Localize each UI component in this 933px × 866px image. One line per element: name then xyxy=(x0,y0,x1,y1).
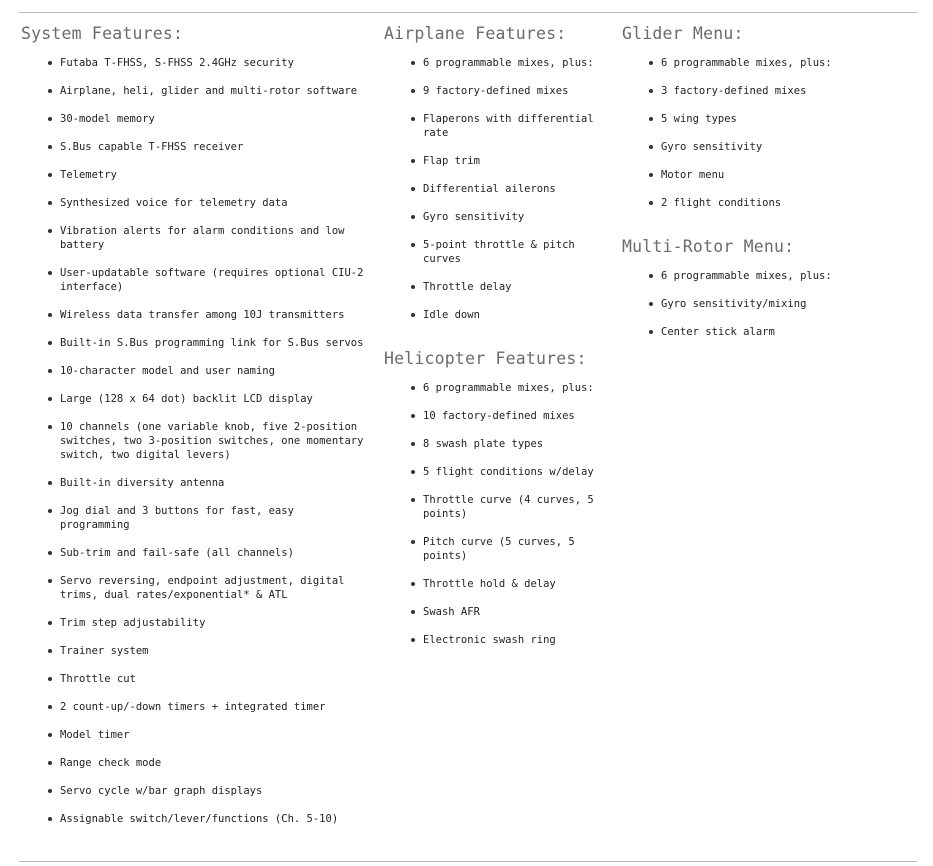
feature-list-item: 9 factory-defined mixes xyxy=(384,84,599,98)
feature-list-item: S.Bus capable T-FHSS receiver xyxy=(21,140,366,154)
feature-list-item: Gyro sensitivity xyxy=(384,210,599,224)
feature-list-item: 5 wing types xyxy=(622,112,832,126)
feature-list-item: Gyro sensitivity xyxy=(622,140,832,154)
feature-list-item: Model timer xyxy=(21,728,366,742)
feature-list-item: Throttle hold & delay xyxy=(384,577,599,591)
feature-list-item: Servo cycle w/bar graph displays xyxy=(21,784,366,798)
feature-list-item: Throttle cut xyxy=(21,672,366,686)
feature-list-item: 10-character model and user naming xyxy=(21,364,366,378)
multirotor-menu-heading: Multi-Rotor Menu: xyxy=(622,237,795,256)
feature-list-item: Wireless data transfer among 10J transmitters xyxy=(21,308,366,322)
feature-list-item: 8 swash plate types xyxy=(384,437,599,451)
feature-list-item: 6 programmable mixes, plus: xyxy=(384,381,599,395)
feature-list-item: 5 flight conditions w/delay xyxy=(384,465,599,479)
feature-list-item: 30-model memory xyxy=(21,112,366,126)
feature-list-item: Trim step adjustability xyxy=(21,616,366,630)
feature-list-item: Flap trim xyxy=(384,154,599,168)
feature-list-item: 5-point throttle & pitch curves xyxy=(384,238,599,266)
feature-list-item: Pitch curve (5 curves, 5 points) xyxy=(384,535,599,563)
feature-list-item: Synthesized voice for telemetry data xyxy=(21,196,366,210)
feature-list-item: Assignable switch/lever/functions (Ch. 5-10) xyxy=(21,812,366,826)
feature-list-item: Telemetry xyxy=(21,168,366,182)
system-features-heading: System Features: xyxy=(21,24,184,43)
feature-list-item: Vibration alerts for alarm conditions and low battery xyxy=(21,224,366,252)
helicopter-features-list xyxy=(384,381,599,661)
top-divider xyxy=(19,12,917,13)
feature-list-item: 10 channels (one variable knob, five 2-position switches, two 3-position switches, one momentary switch, two digital levers) xyxy=(21,420,366,462)
feature-list-item: Airplane, heli, glider and multi-rotor software xyxy=(21,84,366,98)
feature-list-item: Jog dial and 3 buttons for fast, easy programming xyxy=(21,504,366,532)
feature-list-item: Idle down xyxy=(384,308,599,322)
feature-list-item: 6 programmable mixes, plus: xyxy=(384,56,599,70)
feature-list-item: Differential ailerons xyxy=(384,182,599,196)
glider-menu-list xyxy=(622,56,832,224)
feature-list-item: 3 factory-defined mixes xyxy=(622,84,832,98)
feature-list-item: Swash AFR xyxy=(384,605,599,619)
airplane-features-list xyxy=(384,56,599,336)
feature-list-item: User-updatable software (requires optional CIU-2 interface) xyxy=(21,266,366,294)
feature-list-item: Futaba T-FHSS, S-FHSS 2.4GHz security xyxy=(21,56,366,70)
feature-list-item: Flaperons with differential rate xyxy=(384,112,599,140)
feature-list-item: Center stick alarm xyxy=(622,325,832,339)
feature-list-item: Throttle curve (4 curves, 5 points) xyxy=(384,493,599,521)
feature-list-item: Throttle delay xyxy=(384,280,599,294)
helicopter-features-heading: Helicopter Features: xyxy=(384,349,587,368)
feature-list-item: 6 programmable mixes, plus: xyxy=(622,56,832,70)
feature-list-item: 6 programmable mixes, plus: xyxy=(622,269,832,283)
feature-list-item: Built-in S.Bus programming link for S.Bus servos xyxy=(21,336,366,350)
feature-list-item: Motor menu xyxy=(622,168,832,182)
feature-list-item: Large (128 x 64 dot) backlit LCD display xyxy=(21,392,366,406)
glider-menu-heading: Glider Menu: xyxy=(622,24,744,43)
feature-list-item: Range check mode xyxy=(21,756,366,770)
feature-list-item: Electronic swash ring xyxy=(384,633,599,647)
bottom-divider xyxy=(19,861,917,862)
system-features-list xyxy=(21,56,366,840)
feature-list-item: 2 flight conditions xyxy=(622,196,832,210)
feature-list-item: Sub-trim and fail-safe (all channels) xyxy=(21,546,366,560)
feature-list-item: Trainer system xyxy=(21,644,366,658)
feature-list-item: 2 count-up/-down timers + integrated timer xyxy=(21,700,366,714)
feature-list-item: 10 factory-defined mixes xyxy=(384,409,599,423)
multirotor-menu-list xyxy=(622,269,832,353)
feature-list-item: Gyro sensitivity/mixing xyxy=(622,297,832,311)
feature-list-item: Servo reversing, endpoint adjustment, digital trims, dual rates/exponential* & ATL xyxy=(21,574,366,602)
airplane-features-heading: Airplane Features: xyxy=(384,24,567,43)
feature-list-item: Built-in diversity antenna xyxy=(21,476,366,490)
